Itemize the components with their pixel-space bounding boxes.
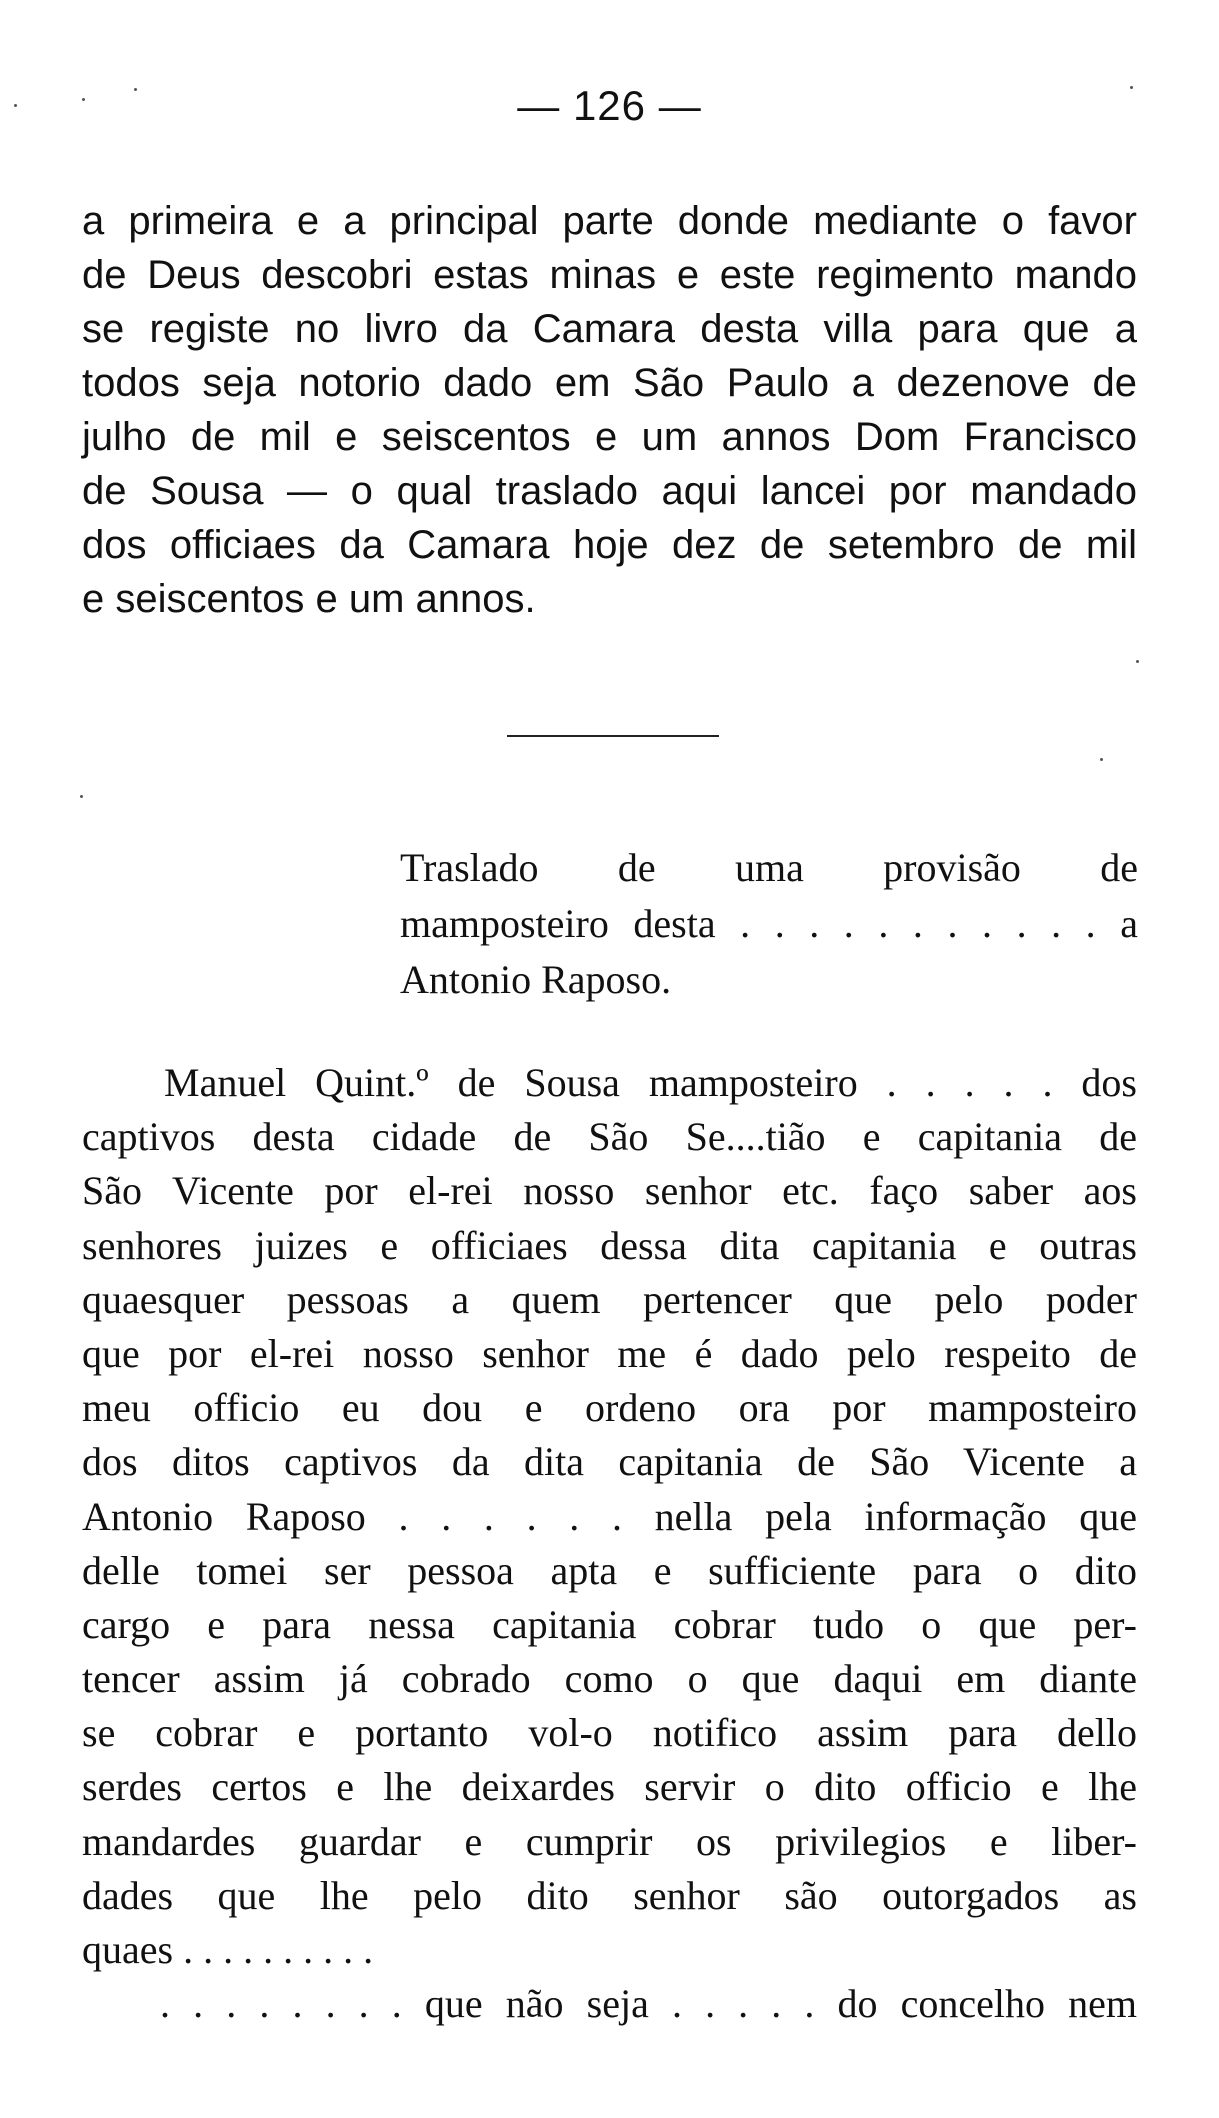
text-line: julho de mil e seiscentos e um annos Dom Francisco bbox=[82, 415, 1137, 459]
text-line: a primeira e a principal parte donde mediante o favor bbox=[82, 199, 1137, 243]
scan-speck bbox=[14, 104, 17, 107]
text-line: de Deus descobri estas minas e este regimento mando bbox=[82, 253, 1137, 297]
text-line: quaesquer pessoas a quem pertencer que pelo poder bbox=[82, 1276, 1137, 1322]
text-line: . . . . . . . . que não seja . . . . . do concelho nem bbox=[160, 1981, 1137, 2027]
text-line: dos ditos captivos da dita capitania de São Vicente a bbox=[82, 1439, 1137, 1485]
paragraph-regimento-ending bbox=[82, 194, 1137, 626]
text-line: Antonio Raposo . . . . . . nella pela informação que bbox=[82, 1493, 1137, 1539]
text-line: meu officio eu dou e ordeno ora por mamposteiro bbox=[82, 1385, 1137, 1431]
scan-speck bbox=[80, 795, 83, 798]
title-line: Antonio Raposo. bbox=[400, 957, 672, 1002]
section-divider bbox=[507, 735, 719, 737]
text-line: quaes . . . . . . . . . . bbox=[82, 1927, 374, 1972]
scan-speck bbox=[1136, 660, 1139, 663]
text-line: todos seja notorio dado em São Paulo a dezenove de bbox=[82, 361, 1137, 405]
scan-speck bbox=[82, 98, 85, 101]
title-line: mamposteiro desta . . . . . . . . . . . a bbox=[400, 901, 1138, 946]
text-line: Manuel Quint.º de Sousa mamposteiro . . . . . dos bbox=[164, 1060, 1137, 1105]
title-line: Traslado de uma provisão de bbox=[400, 845, 1138, 890]
text-line: mandardes guardar e cumprir os privilegios e liber- bbox=[82, 1818, 1137, 1864]
scan-speck bbox=[1130, 86, 1133, 89]
text-line: que por el-rei nosso senhor me é dado pelo respeito de bbox=[82, 1330, 1137, 1376]
text-line: senhores juizes e officiaes dessa dita capitania e outras bbox=[82, 1222, 1137, 1268]
text-line: São Vicente por el-rei nosso senhor etc. faço saber aos bbox=[82, 1168, 1137, 1214]
text-line: e seiscentos e um annos. bbox=[82, 577, 536, 621]
text-line: dos officiaes da Camara hoje dez de setembro de mil bbox=[82, 523, 1137, 567]
text-line: tencer assim já cobrado como o que daqui em diante bbox=[82, 1656, 1137, 1702]
paragraph-provisao bbox=[82, 1056, 1137, 2031]
text-line: se registe no livro da Camara desta villa para que a bbox=[82, 307, 1137, 351]
scan-speck bbox=[1100, 758, 1103, 761]
section-title bbox=[400, 840, 1138, 1008]
text-line: de Sousa — o qual traslado aqui lancei por mandado bbox=[82, 469, 1137, 513]
text-line: dades que lhe pelo dito senhor são outorgados as bbox=[82, 1872, 1137, 1918]
scan-speck bbox=[134, 88, 137, 91]
text-line: captivos desta cidade de São Se....tião e capitania de bbox=[82, 1114, 1137, 1160]
text-line: se cobrar e portanto vol-o notifico assim para dello bbox=[82, 1710, 1137, 1756]
page-number: — 126 — bbox=[517, 82, 702, 129]
text-line: delle tomei ser pessoa apta e sufficiente para o dito bbox=[82, 1547, 1137, 1593]
text-line: serdes certos e lhe deixardes servir o dito officio e lhe bbox=[82, 1764, 1137, 1810]
text-line: cargo e para nessa capitania cobrar tudo o que per- bbox=[82, 1601, 1137, 1647]
